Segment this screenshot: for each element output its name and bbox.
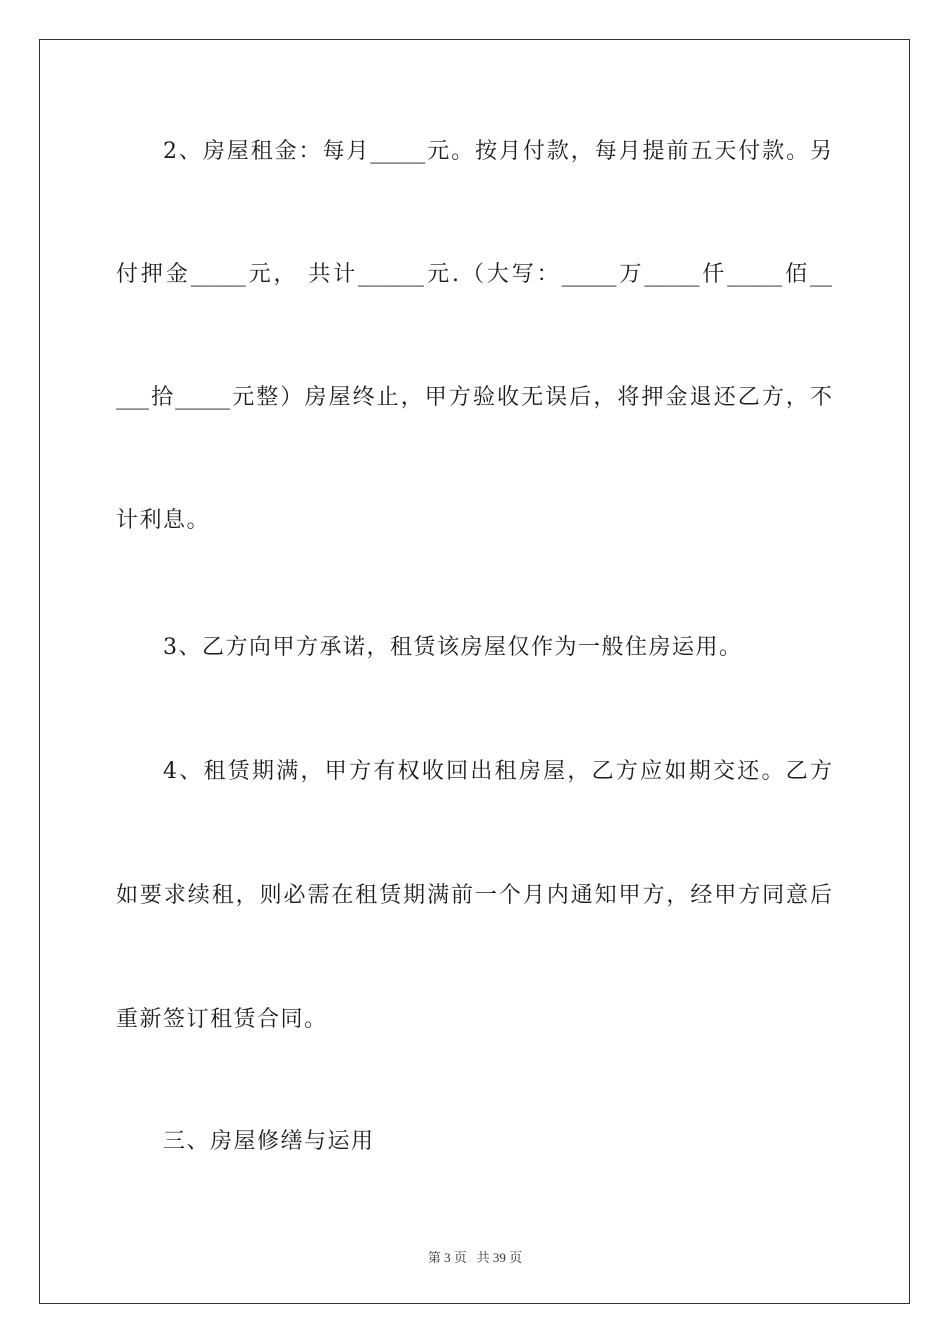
- page-border: [39, 39, 910, 1304]
- paragraph-rent-line-4: 计利息。: [116, 508, 211, 533]
- page-footer: 第 3 页 共 39 页: [427, 1250, 523, 1265]
- paragraph-rent-line-3: ___拾_____元整）房屋终止，甲方验收无误后，将押金退还乙方，不: [116, 385, 832, 410]
- paragraph-rent-line-1: 2、房屋租金：每月_____元。按月付款，每月提前五天付款。另: [163, 139, 832, 164]
- paragraph-renewal-line-3: 重新签订租赁合同。: [116, 1007, 328, 1032]
- paragraph-renewal-line-2: 如要求续租，则必需在租赁期满前一个月内通知甲方，经甲方同意后: [116, 883, 832, 908]
- paragraph-renewal-line-1: 4、租赁期满，甲方有权收回出租房屋，乙方应如期交还。乙方: [163, 759, 832, 784]
- section-heading: 三、房屋修缮与运用: [163, 1129, 375, 1154]
- paragraph-usage: 3、乙方向甲方承诺，租赁该房屋仅作为一般住房运用。: [163, 635, 743, 660]
- paragraph-rent-line-2: 付押金_____元， 共计______元.（大写：_____万_____仟_____佰__: [116, 262, 832, 287]
